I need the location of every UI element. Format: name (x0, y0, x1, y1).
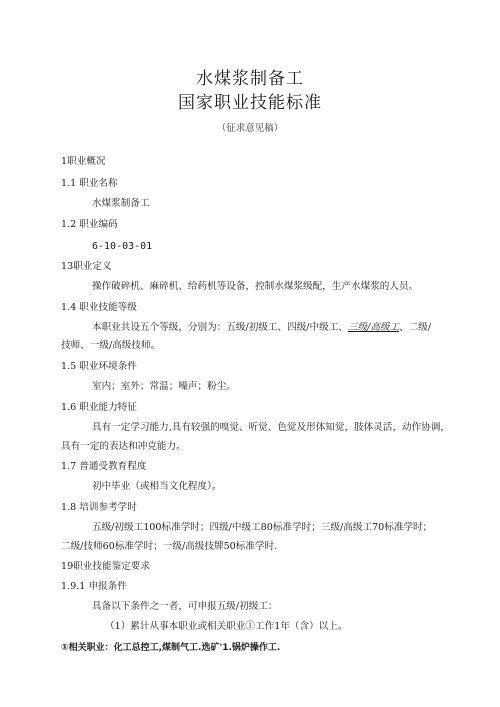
section-heading: 19职业技能鉴定要求 (61, 561, 150, 572)
paragraph: 五级/初级工100标准学时；四级/中级工80标准学时；三级/高级工70标准学时； (92, 522, 433, 533)
paragraph-continuation: 技师、一级/高级技师。 (61, 340, 161, 351)
section-heading: 1职业概况 (61, 156, 106, 167)
section-heading: 13职业定义 (61, 261, 112, 272)
paragraph-continuation: 二级/技师60标准学时；一级/高级技牌50标准学时. (61, 541, 278, 552)
document-subtitle: （征求意见稿） (216, 123, 284, 134)
section-heading: 1.1 职业名称 (61, 178, 118, 189)
paragraph: 初中毕业（或相当文化程度）。 (92, 481, 222, 492)
list-item: （1）累计从事本职业或相关职业①工作1年（含）以上。 (105, 621, 348, 632)
section-heading: 1.4 职业技能等级 (61, 302, 137, 313)
paragraph (92, 322, 431, 334)
paragraph: 室内；室外；常温；噪声；粉尘。 (92, 381, 236, 392)
document-title-line2: 国家职业技能标准 (178, 93, 322, 113)
paragraph: 操作破碎机、麻碎机、给药机等设备，控制水煤浆级配，生产水煤浆的人员。 (92, 281, 419, 292)
footnote: ①相关职业：化工总控工,煤制气工.选矿'1.锅炉操作工. (61, 643, 281, 653)
highlighted-text: 三级/高级工 (347, 322, 400, 333)
section-heading: 1.2 职业编码 (61, 219, 118, 230)
section-heading: 1.6 职业能力特征 (61, 402, 137, 413)
paragraph-part: 本职业共设五个等级，分别为：五级/初级工、四级/中级工、 (92, 322, 348, 333)
paragraph: 具备以下条件之一者，可申报五级/初级工： (92, 601, 278, 612)
section-heading: 1.7 普通受教育程度 (61, 461, 147, 472)
paragraph-part: 、二级/ (399, 322, 432, 333)
section-heading: 1.8 培训参考学时 (61, 502, 137, 513)
paragraph: 水煤浆制备工 (92, 198, 150, 209)
document-title-line1: 水煤浆制备工 (196, 69, 304, 89)
section-heading: 1.9.1 申报条件 (61, 581, 127, 592)
paragraph: 6-10-03-01 (92, 241, 153, 252)
paragraph-continuation: 具有一定的表达和冲克能力。 (61, 441, 186, 452)
paragraph: 具有一定学习能力,具有较强的嗅觉、听觉、色觉及形体知觉，肢体灵活，动作协调， (92, 422, 451, 433)
section-heading: 1.5 职业环境条件 (61, 361, 137, 372)
